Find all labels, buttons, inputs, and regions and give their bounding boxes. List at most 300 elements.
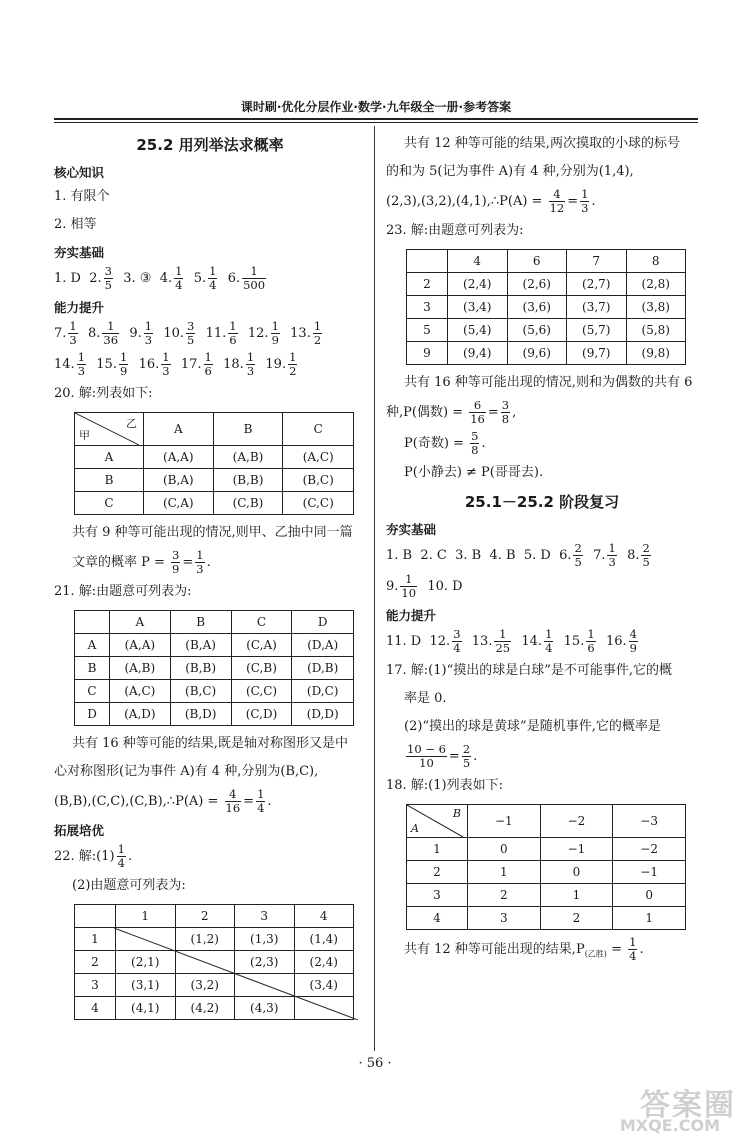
cell: 1 — [613, 907, 686, 930]
answer-label: 9. — [129, 326, 142, 341]
row-header: 2 — [407, 861, 468, 884]
cell: (3,4) — [448, 296, 508, 319]
answer-label: 7. — [54, 326, 67, 341]
answer-line — [386, 628, 698, 655]
row-header: 3 — [407, 884, 468, 907]
q18-intro: 18. 解:(1)列表如下: — [386, 778, 503, 793]
q23-text — [386, 399, 698, 426]
col-header: 2 — [175, 905, 235, 928]
text: (B,B),(C,C),(C,B),∴P(A) = — [54, 794, 219, 809]
denominator: 9 — [119, 364, 128, 378]
cell: (C,C) — [231, 680, 292, 703]
cell: (D,A) — [292, 634, 354, 657]
cell: (2,4) — [294, 951, 354, 974]
fraction — [470, 430, 479, 457]
cell: 0 — [540, 861, 613, 884]
col-header: 6 — [507, 250, 567, 273]
denominator: 3 — [581, 201, 589, 215]
row-header: 1 — [75, 928, 116, 951]
answer: 11. D — [386, 634, 422, 649]
fraction — [607, 542, 616, 569]
text: P(奇数) = — [404, 436, 464, 451]
table-q23 — [406, 249, 686, 365]
fraction — [171, 549, 180, 576]
row-header: 2 — [75, 951, 116, 974]
fraction — [144, 320, 153, 347]
subheading-nengli: 能力提升 — [54, 300, 105, 315]
cell: 0 — [468, 838, 541, 861]
col-header: C — [231, 611, 292, 634]
equals: = — [606, 942, 622, 957]
equals: = — [487, 405, 499, 420]
row-header: 9 — [407, 342, 448, 365]
q18-text — [386, 936, 698, 967]
denominator: 500 — [243, 278, 266, 292]
cell: 2 — [540, 907, 613, 930]
period: . — [267, 794, 272, 809]
fraction — [494, 628, 511, 655]
denominator: 10 — [419, 756, 434, 770]
cell: (B,B) — [213, 469, 283, 492]
table-row — [407, 296, 686, 319]
row-header: 2 — [407, 273, 448, 296]
cell: (C,C) — [283, 492, 354, 515]
denominator: 4 — [453, 641, 461, 655]
fraction — [242, 265, 266, 292]
denominator: 9 — [271, 333, 279, 347]
table-row — [407, 319, 686, 342]
numerator: 1 — [608, 541, 616, 555]
text: 共有 12 种等可能出现的结果,P — [404, 942, 585, 957]
cell: (5,8) — [626, 319, 686, 342]
numerator: 1 — [271, 319, 279, 333]
period: . — [473, 749, 478, 764]
table-row — [75, 680, 354, 703]
col-header: B — [170, 611, 231, 634]
period: . — [481, 436, 486, 451]
answer-5-label: 5. — [193, 271, 207, 286]
cell: (B,D) — [170, 703, 231, 726]
numerator: 1 — [400, 573, 417, 587]
text: 22. 解:(1) — [54, 849, 115, 864]
q21-text — [54, 788, 366, 815]
denominator: 4 — [175, 278, 183, 292]
q23-text: P(小静去) ≠ P(哥哥去). — [404, 465, 544, 480]
numerator: 6 — [469, 399, 486, 413]
table-row — [75, 905, 354, 928]
numerator: 3 — [453, 627, 461, 641]
denominator: 6 — [229, 333, 237, 347]
fraction — [225, 788, 242, 815]
answer: 10. D — [427, 579, 463, 594]
col-header: 3 — [235, 905, 295, 928]
cell: −1 — [613, 861, 686, 884]
denominator: 5 — [642, 555, 650, 569]
period: . — [127, 849, 133, 864]
col-header: 7 — [567, 250, 627, 273]
fraction — [161, 351, 170, 378]
denominator: 8 — [471, 443, 479, 457]
row-header: 1 — [407, 838, 468, 861]
fraction — [501, 399, 510, 426]
q22-cont: 的和为 5(记为事件 A)有 4 种,分别为(1,4), — [386, 164, 634, 179]
q17-text: 率是 0. — [404, 691, 447, 706]
header-rule-thin — [54, 122, 698, 123]
denominator: 25 — [495, 641, 511, 655]
numerator: 2 — [642, 541, 650, 555]
fraction — [104, 265, 113, 292]
cell: (2,4) — [448, 273, 508, 296]
col-header: 4 — [448, 250, 508, 273]
denominator: 4 — [117, 856, 125, 870]
numerator: 4 — [549, 188, 566, 202]
fraction — [641, 542, 650, 569]
numerator: 1 — [102, 320, 119, 334]
fraction — [288, 351, 297, 378]
corner-cell — [75, 413, 144, 446]
cell: (9,4) — [448, 342, 508, 365]
col-header: A — [110, 611, 171, 634]
col-header: C — [283, 413, 354, 446]
cell: (B,C) — [170, 680, 231, 703]
table-row — [407, 861, 686, 884]
denominator: 9 — [172, 562, 180, 576]
denominator: 5 — [104, 278, 112, 292]
cell: (3,4) — [294, 974, 354, 997]
cell: (1,4) — [294, 928, 354, 951]
answer-label: 14. — [54, 357, 75, 372]
q22-line — [54, 843, 366, 870]
answer-label: 18. — [223, 357, 244, 372]
answer: 1. B — [386, 548, 413, 563]
watermark-url: MXQE.COM — [619, 1116, 720, 1135]
q23-text: 共有 16 种等可能出现的情况,则和为偶数的共有 6 — [404, 375, 693, 390]
denominator: 3 — [144, 333, 153, 347]
table-q22-diagonal — [114, 928, 358, 1020]
denominator: 6 — [204, 364, 212, 378]
denominator: 3 — [69, 333, 77, 347]
right-column — [386, 128, 698, 971]
table-row — [75, 446, 354, 469]
denominator: 12 — [549, 201, 565, 215]
row-header: D — [75, 703, 110, 726]
table-row — [407, 907, 686, 930]
fraction — [544, 628, 553, 655]
answer-label: 16. — [138, 357, 160, 372]
cell: 1 — [468, 861, 541, 884]
cell: (4,1) — [116, 997, 176, 1020]
row-header: 3 — [407, 296, 448, 319]
col-header: −3 — [613, 805, 686, 838]
answer-6-label: 6. — [227, 271, 241, 286]
table-row — [407, 342, 686, 365]
row-header: 5 — [407, 319, 448, 342]
cell: (C,B) — [213, 492, 283, 515]
period: . — [639, 942, 644, 957]
col-header: B — [213, 413, 283, 446]
col-header: D — [292, 611, 354, 634]
cell: (A,C) — [283, 446, 354, 469]
cell: (D,D) — [292, 703, 354, 726]
table-q20 — [74, 412, 354, 515]
cell: (1,3) — [235, 928, 295, 951]
table-q21 — [74, 610, 354, 726]
answer-label: 14. — [521, 634, 543, 649]
denominator: 16 — [225, 801, 241, 815]
numerator: 1 — [242, 265, 266, 279]
fraction — [452, 628, 461, 655]
numerator: 1 — [494, 628, 511, 642]
corner-label-top: B — [452, 807, 461, 820]
answer-label: 9. — [386, 579, 399, 594]
numerator: 1 — [257, 787, 265, 801]
subheading-tuozhan: 拓展培优 — [54, 823, 105, 838]
cell: (3,7) — [567, 296, 627, 319]
row-header: A — [75, 446, 144, 469]
answer: 3. B — [455, 548, 482, 563]
cell: 1 — [540, 884, 613, 907]
cell: (2,6) — [507, 273, 567, 296]
answer-line — [54, 320, 366, 347]
answer-label: 8. — [627, 548, 640, 563]
cell: (3,1) — [116, 974, 176, 997]
denominator: 3 — [196, 562, 204, 576]
answer: 5. D — [523, 548, 551, 563]
denominator: 5 — [187, 333, 195, 347]
fraction — [68, 320, 77, 347]
row-header: B — [75, 469, 144, 492]
fraction — [228, 320, 237, 347]
cell: (3,6) — [507, 296, 567, 319]
fraction — [469, 399, 486, 426]
period: . — [206, 555, 211, 570]
q22-line: (2)由题意可列表为: — [72, 878, 186, 893]
cell: (4,3) — [235, 997, 295, 1020]
q22-cont — [386, 188, 698, 215]
table-row — [407, 273, 686, 296]
numerator: 2 — [462, 742, 471, 756]
fraction — [400, 573, 417, 600]
answer-label: 13. — [290, 326, 311, 341]
numerator: 1 — [289, 350, 297, 364]
numerator: 1 — [77, 350, 86, 364]
denominator: 16 — [470, 412, 485, 426]
period: . — [591, 194, 596, 209]
cell: (1,2) — [175, 928, 235, 951]
cell: (A,B) — [110, 657, 171, 680]
cell: (5,6) — [507, 319, 567, 342]
fraction — [629, 628, 638, 655]
denominator: 8 — [501, 412, 510, 426]
numerator: 1 — [119, 350, 128, 364]
denominator: 9 — [629, 641, 637, 655]
cell: (A,A) — [110, 634, 171, 657]
numerator: 4 — [629, 627, 637, 641]
answer-4-label: 4. — [159, 271, 173, 286]
col-header: A — [144, 413, 214, 446]
fraction — [117, 843, 126, 870]
cell: (A,B) — [213, 446, 283, 469]
denominator: 3 — [246, 364, 255, 378]
answer-line: 2. 相等 — [54, 217, 97, 232]
answer-line — [54, 351, 366, 378]
table-row — [75, 469, 354, 492]
fraction — [174, 265, 183, 292]
row-header: C — [75, 492, 144, 515]
col-header: 4 — [294, 905, 354, 928]
numerator: 5 — [471, 429, 479, 443]
fraction — [313, 320, 322, 347]
answer-label: 19. — [265, 357, 287, 372]
cell: (5,7) — [567, 319, 627, 342]
equals: = — [182, 555, 194, 570]
fraction — [271, 320, 280, 347]
col-header: −2 — [540, 805, 613, 838]
numerator: 1 — [196, 548, 204, 562]
numerator: 3 — [501, 398, 510, 412]
fraction — [406, 743, 447, 770]
watermark-logo: 答案圈 — [640, 1088, 736, 1123]
equals: = — [243, 794, 255, 809]
cell: (B,A) — [170, 634, 231, 657]
fraction — [628, 936, 637, 963]
cell: (B,B) — [170, 657, 231, 680]
fraction — [549, 188, 566, 215]
answer-label: 17. — [180, 357, 202, 372]
numerator: 3 — [172, 548, 180, 562]
answer-label: 8. — [88, 326, 101, 341]
numerator: 10 − 6 — [407, 742, 446, 756]
numerator: 1 — [69, 319, 77, 333]
q20-intro: 20. 解:列表如下: — [54, 386, 153, 401]
answer-line — [386, 573, 698, 600]
answer-label: 11. — [205, 326, 227, 341]
subscript: (乙胜) — [584, 949, 607, 959]
cell: (A,D) — [110, 703, 171, 726]
numerator: 1 — [162, 350, 170, 364]
cell: (9,7) — [567, 342, 627, 365]
numerator: 1 — [175, 264, 183, 278]
row-header: 4 — [75, 997, 116, 1020]
equals: = — [448, 749, 460, 764]
answer-label: 15. — [563, 634, 585, 649]
left-column — [54, 128, 366, 1026]
answer-line — [386, 542, 698, 569]
q17-text: 17. 解:(1)“摸出的球是白球”是不可能事件,它的概 — [386, 663, 673, 678]
corner-cell — [407, 250, 448, 273]
numerator: 3 — [187, 319, 195, 333]
cell: 3 — [468, 907, 541, 930]
cell: (2,1) — [116, 951, 176, 974]
q21-intro: 21. 解:由题意可列表为: — [54, 584, 192, 599]
fraction — [586, 628, 595, 655]
row-header: 4 — [407, 907, 468, 930]
table-row — [407, 250, 686, 273]
denominator: 10 — [401, 586, 417, 600]
denominator: 6 — [587, 641, 595, 655]
equals: = — [567, 194, 579, 209]
row-header: A — [75, 634, 110, 657]
table-q18 — [406, 804, 686, 930]
answer-label: 10. — [163, 326, 184, 341]
table-row — [75, 703, 354, 726]
answer-2-label: 2. — [89, 271, 102, 286]
table-row — [407, 838, 686, 861]
denominator: 4 — [209, 278, 217, 292]
denominator: 4 — [629, 949, 637, 963]
denominator: 3 — [162, 364, 170, 378]
denominator: 5 — [574, 555, 582, 569]
numerator: 3 — [104, 264, 112, 278]
answer-label: 16. — [605, 634, 627, 649]
numerator: 1 — [229, 319, 237, 333]
denominator: 36 — [103, 333, 119, 347]
cell: (B,A) — [144, 469, 214, 492]
numerator: 1 — [313, 319, 322, 333]
fraction — [462, 743, 471, 770]
numerator: 1 — [144, 319, 153, 333]
cell: (A,A) — [144, 446, 214, 469]
table-row — [75, 492, 354, 515]
cell: 2 — [468, 884, 541, 907]
cell: (A,C) — [110, 680, 171, 703]
answer-line — [54, 265, 366, 292]
subheading-hangshi: 夯实基础 — [386, 522, 437, 537]
answer-1: 1. D — [54, 271, 81, 286]
cell: (9,6) — [507, 342, 567, 365]
q17-text: (2)“摸出的球是黄球”是随机事件,它的概率是 — [404, 719, 661, 734]
fraction — [195, 549, 204, 576]
fraction — [580, 188, 589, 215]
corner-cell — [75, 905, 116, 928]
table-row — [75, 611, 354, 634]
cell: (D,C) — [292, 680, 354, 703]
answer-3: 3. ③ — [123, 271, 152, 286]
cell: (2,3) — [235, 951, 295, 974]
numerator: 4 — [225, 788, 242, 802]
comma: , — [512, 405, 517, 420]
corner-cell — [75, 611, 110, 634]
corner-label-top: 乙 — [126, 417, 137, 430]
denominator: 4 — [257, 801, 265, 815]
cell: (2,8) — [626, 273, 686, 296]
cell: 0 — [613, 884, 686, 907]
cell: (3,2) — [175, 974, 235, 997]
fraction — [119, 351, 128, 378]
denominator: 5 — [462, 756, 471, 770]
row-header: C — [75, 680, 110, 703]
cell: (C,B) — [231, 657, 292, 680]
q20-text: 共有 9 种等可能出现的情况,则甲、乙抽中同一篇 — [72, 525, 353, 540]
cell: (C,A) — [231, 634, 292, 657]
page-header: 课时刷·优化分层作业·数学·九年级全一册·参考答案 — [240, 100, 512, 114]
numerator: 1 — [117, 842, 125, 856]
fraction — [77, 351, 86, 378]
row-header: 3 — [75, 974, 116, 997]
numerator: 1 — [209, 264, 217, 278]
section-title: 25.2 用列举法求概率 — [136, 136, 284, 154]
fraction — [246, 351, 255, 378]
fraction — [256, 788, 265, 815]
fraction — [573, 542, 582, 569]
subheading-hangshi: 夯实基础 — [54, 245, 105, 260]
cell: (C,A) — [144, 492, 214, 515]
answer-label: 12. — [247, 326, 269, 341]
q21-text: 共有 16 种等可能的结果,既是轴对称图形又是中 — [72, 736, 348, 751]
table-row — [407, 805, 686, 838]
numerator: 1 — [581, 187, 589, 201]
numerator: 1 — [587, 627, 595, 641]
